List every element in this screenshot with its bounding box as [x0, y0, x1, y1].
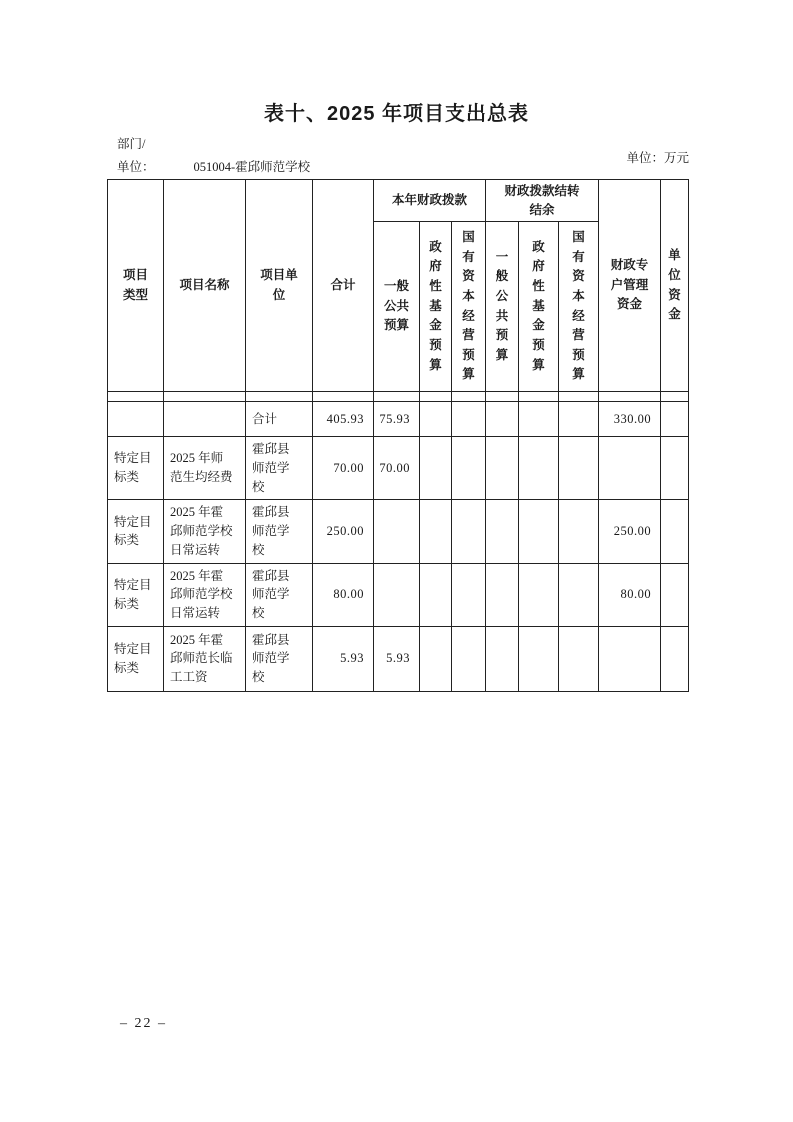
- page-number: – 22 –: [120, 1016, 167, 1031]
- cell-current-general: 70.00: [374, 437, 420, 500]
- cell-project-unit: 霍邱县师范学校: [246, 626, 313, 691]
- cell-carry-govfund: [519, 500, 559, 563]
- col-header-total: 合计: [313, 180, 374, 392]
- cell-total: 5.93: [313, 626, 374, 691]
- table-cell: [661, 392, 689, 402]
- cell-project-name: 2025 年霍邱师范长临工工资: [164, 626, 246, 691]
- cell-project-type: 特定目标类: [108, 500, 164, 563]
- cell-unit-funds: [661, 563, 689, 626]
- department-unit-value: 051004-霍邱师范学校: [193, 160, 311, 174]
- currency-unit-label: 单位：万元: [626, 151, 689, 165]
- col-header-project-unit: 项目单位: [246, 180, 313, 392]
- col-header-carry-state-capital-budget: 国有资本经营预算: [559, 222, 599, 392]
- table-row: [108, 563, 689, 626]
- cell-carry-govfund: [519, 437, 559, 500]
- cell-total: 80.00: [313, 563, 374, 626]
- col-header-current-govt-fund-budget: 政府性基金预算: [420, 222, 452, 392]
- department-label: 部门/: [117, 137, 146, 151]
- cell-carry-general: [486, 402, 519, 437]
- cell-carry-statecap: [559, 563, 599, 626]
- table-cell: [313, 392, 374, 402]
- cell-fiscal-account: 250.00: [599, 500, 661, 563]
- table-cell: [246, 392, 313, 402]
- cell-project-unit: 合计: [246, 402, 313, 437]
- cell-carry-general: [486, 437, 519, 500]
- cell-total: 70.00: [313, 437, 374, 500]
- col-header-project-name: 项目名称: [164, 180, 246, 392]
- project-expenditure-table: [107, 179, 689, 692]
- table-cell: [599, 392, 661, 402]
- table-cell: [452, 392, 486, 402]
- cell-current-general: [374, 500, 420, 563]
- table-cell: [374, 392, 420, 402]
- cell-carry-govfund: [519, 563, 559, 626]
- cell-project-unit: 霍邱县师范学校: [246, 437, 313, 500]
- cell-current-statecap: [452, 500, 486, 563]
- col-group-carryover-balance: 财政拨款结转结余: [486, 180, 599, 222]
- cell-current-statecap: [452, 626, 486, 691]
- col-header-carry-general-budget: 一般公共预算: [486, 222, 519, 392]
- cell-carry-statecap: [559, 437, 599, 500]
- cell-carry-general: [486, 563, 519, 626]
- cell-project-unit: 霍邱县师范学校: [246, 563, 313, 626]
- cell-fiscal-account: [599, 437, 661, 500]
- table-cell: [559, 392, 599, 402]
- table-cell: [420, 392, 452, 402]
- cell-fiscal-account: 330.00: [599, 402, 661, 437]
- cell-carry-statecap: [559, 402, 599, 437]
- table-cell: [164, 392, 246, 402]
- page-title: 表十、2025 年项目支出总表: [263, 103, 530, 125]
- cell-current-govfund: [420, 437, 452, 500]
- cell-current-statecap: [452, 402, 486, 437]
- table-cell: [486, 392, 519, 402]
- col-header-current-general-budget: 一般公共预算: [374, 222, 420, 392]
- table-cell: [519, 392, 559, 402]
- col-header-carry-govt-fund-budget: 政府性基金预算: [519, 222, 559, 392]
- col-header-project-type: 项目类型: [108, 180, 164, 392]
- cell-project-unit: 霍邱县师范学校: [246, 500, 313, 563]
- cell-carry-statecap: [559, 500, 599, 563]
- cell-current-general: 75.93: [374, 402, 420, 437]
- cell-current-govfund: [420, 626, 452, 691]
- cell-carry-general: [486, 500, 519, 563]
- table-row-total: [108, 402, 689, 437]
- table-row: [108, 626, 689, 691]
- col-header-current-state-capital-budget: 国有资本经营预算: [452, 222, 486, 392]
- cell-fiscal-account: [599, 626, 661, 691]
- col-group-current-year-appropriation: 本年财政拨款: [374, 180, 486, 222]
- cell-project-type: 特定目标类: [108, 437, 164, 500]
- cell-current-govfund: [420, 563, 452, 626]
- cell-current-general: [374, 563, 420, 626]
- cell-carry-general: [486, 626, 519, 691]
- cell-project-name: [164, 402, 246, 437]
- cell-unit-funds: [661, 500, 689, 563]
- table-row: [108, 437, 689, 500]
- cell-project-type: 特定目标类: [108, 563, 164, 626]
- cell-current-general: 5.93: [374, 626, 420, 691]
- cell-total: 405.93: [313, 402, 374, 437]
- cell-current-statecap: [452, 563, 486, 626]
- cell-project-name: 2025 年霍邱师范学校日常运转: [164, 563, 246, 626]
- cell-total: 250.00: [313, 500, 374, 563]
- cell-carry-govfund: [519, 402, 559, 437]
- table-row: [108, 500, 689, 563]
- unit-label: 单位：: [117, 160, 155, 174]
- cell-unit-funds: [661, 626, 689, 691]
- cell-current-govfund: [420, 500, 452, 563]
- cell-fiscal-account: 80.00: [599, 563, 661, 626]
- cell-current-statecap: [452, 437, 486, 500]
- col-header-unit-funds: 单位资金: [661, 180, 689, 392]
- cell-unit-funds: [661, 402, 689, 437]
- cell-carry-govfund: [519, 626, 559, 691]
- col-header-fiscal-special-account: 财政专户管理资金: [599, 180, 661, 392]
- cell-project-type: 特定目标类: [108, 626, 164, 691]
- cell-project-name: 2025 年霍邱师范学校日常运转: [164, 500, 246, 563]
- spacer-row: [108, 392, 689, 402]
- cell-project-name: 2025 年师范生均经费: [164, 437, 246, 500]
- cell-current-govfund: [420, 402, 452, 437]
- department-unit-block: [117, 133, 310, 179]
- cell-unit-funds: [661, 437, 689, 500]
- cell-project-type: [108, 402, 164, 437]
- header-group-row: [108, 180, 689, 222]
- table-cell: [108, 392, 164, 402]
- cell-carry-statecap: [559, 626, 599, 691]
